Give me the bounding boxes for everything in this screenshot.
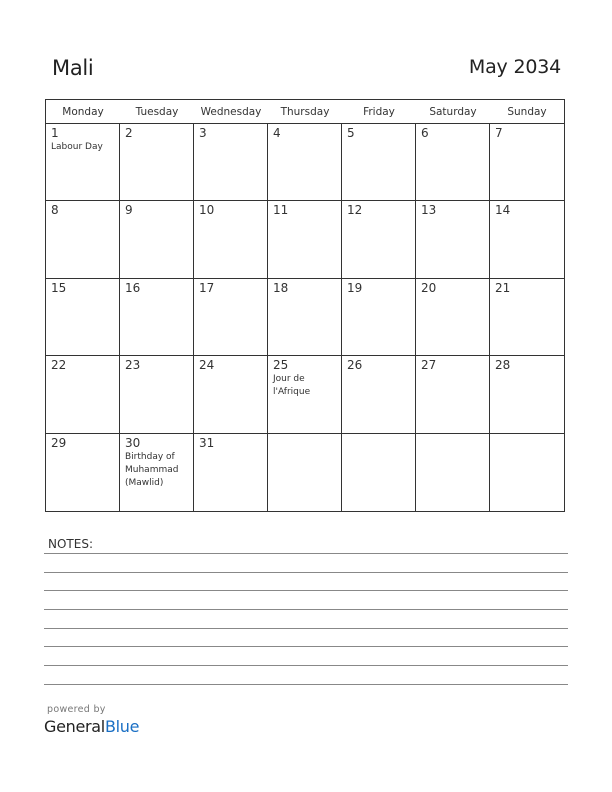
day-cell-30[interactable] [120,434,194,511]
weekday-header-friday: Friday [363,106,395,118]
day-cell-empty[interactable] [342,434,416,511]
note-line[interactable] [44,628,568,629]
day-cell-4[interactable] [268,124,342,201]
day-number: 19 [347,280,363,295]
day-cell-31[interactable] [194,434,268,511]
day-number: 30 [125,435,141,450]
day-cell-3[interactable] [194,124,268,201]
day-number: 18 [273,280,289,295]
day-number: 11 [273,203,289,218]
weekday-header-thursday: Thursday [280,106,330,118]
weekday-header-saturday: Saturday [429,106,477,118]
holiday-label: Birthday of [125,451,175,462]
day-cell-empty[interactable] [268,434,342,511]
day-cell-6[interactable] [416,124,490,201]
day-cell-5[interactable] [342,124,416,201]
day-cell-21[interactable] [490,279,564,356]
day-cell-9[interactable] [120,201,194,278]
day-number: 17 [199,280,215,295]
note-line[interactable] [44,553,568,554]
holiday-label: Muhammad [125,464,179,475]
day-number: 9 [125,203,133,218]
day-number: 3 [199,126,207,140]
day-cell-2[interactable] [120,124,194,201]
day-cell-12[interactable] [342,201,416,278]
day-number: 27 [421,358,437,373]
day-cell-19[interactable] [342,279,416,356]
day-cell-7[interactable] [490,124,564,201]
day-number: 6 [421,126,429,140]
generalblue-logo[interactable] [44,717,139,736]
day-number: 5 [347,126,355,140]
day-cell-25[interactable] [268,356,342,433]
holiday-label: (Mawlid) [125,477,164,488]
brand-general-text: General [44,717,105,736]
note-line[interactable] [44,646,568,647]
day-number: 4 [273,126,281,140]
brand-blue-text: Blue [104,717,140,736]
day-cell-20[interactable] [416,279,490,356]
note-line[interactable] [44,572,568,573]
weekday-header-monday: Monday [62,106,104,118]
day-cell-26[interactable] [342,356,416,433]
day-cell-1[interactable] [46,124,120,201]
day-number: 23 [125,358,141,373]
day-cell-13[interactable] [416,201,490,278]
day-number: 28 [495,358,511,373]
note-line[interactable] [44,590,568,591]
note-line[interactable] [44,609,568,610]
month-year-title: May 2034 [468,56,561,78]
weekday-header-sunday: Sunday [507,106,547,118]
day-number: 20 [421,280,437,295]
day-cell-empty[interactable] [490,434,564,511]
powered-by-text: powered by [47,704,106,715]
day-cell-22[interactable] [46,356,120,433]
day-number: 26 [347,358,363,373]
weekday-header-row [46,100,564,124]
day-number: 24 [199,358,215,373]
holiday-label: l'Afrique [273,387,311,398]
day-cell-28[interactable] [490,356,564,433]
day-number: 1 [51,126,59,140]
weekday-header-tuesday: Tuesday [135,106,179,118]
day-number: 16 [125,280,141,295]
day-number: 22 [51,358,67,373]
day-number: 29 [51,435,67,450]
day-number: 10 [199,203,215,218]
day-cell-17[interactable] [194,279,268,356]
day-cell-11[interactable] [268,201,342,278]
day-number: 15 [51,280,67,295]
day-cell-18[interactable] [268,279,342,356]
day-number: 13 [421,203,437,218]
day-number: 8 [51,203,59,218]
day-number: 21 [495,280,511,295]
holiday-label: Jour de [273,374,305,385]
day-number: 2 [125,126,133,140]
day-number: 31 [199,435,215,450]
day-number: 7 [495,126,503,140]
day-number: 25 [273,358,289,373]
weekday-header-wednesday: Wednesday [200,106,262,118]
day-cell-16[interactable] [120,279,194,356]
day-number: 12 [347,203,363,218]
note-line[interactable] [44,665,568,666]
day-cell-23[interactable] [120,356,194,433]
calendar-days [46,124,564,511]
day-cell-14[interactable] [490,201,564,278]
country-title: Mali [52,56,94,80]
notes-label: NOTES: [48,537,93,551]
day-number: 14 [495,203,511,218]
day-cell-8[interactable] [46,201,120,278]
holiday-label: Labour Day [51,142,103,152]
day-cell-29[interactable] [46,434,120,511]
note-line[interactable] [44,684,568,685]
day-cell-24[interactable] [194,356,268,433]
day-cell-empty[interactable] [416,434,490,511]
day-cell-10[interactable] [194,201,268,278]
day-cell-27[interactable] [416,356,490,433]
calendar-grid [45,99,565,512]
day-cell-15[interactable] [46,279,120,356]
